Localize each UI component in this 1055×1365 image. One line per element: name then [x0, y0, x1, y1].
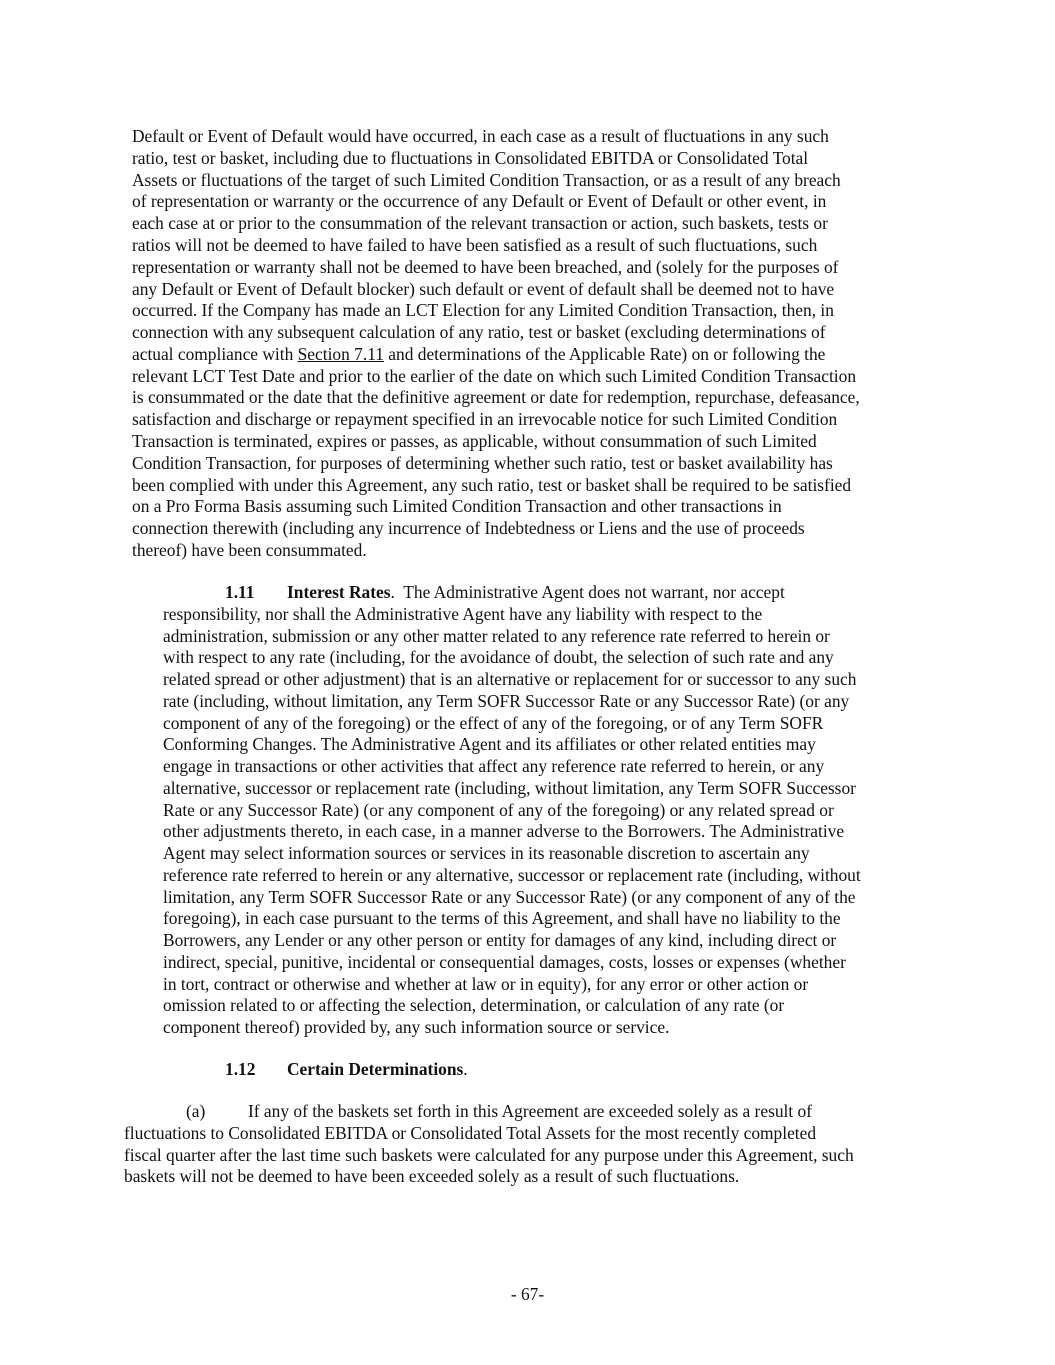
- text-line: component of any of the foregoing) or the effect of any of the foregoing, or of any Term SOFR: [163, 713, 824, 733]
- text-segment: The Administrative Agent does not warrant, nor accept: [394, 582, 785, 602]
- text-line: with respect to any rate (including, for the avoidance of doubt, the selection of such rate and any: [163, 647, 834, 667]
- text-line: Condition Transaction, for purposes of determining whether such ratio, test or basket availability has: [132, 453, 833, 473]
- text-segment: If any of the baskets set forth in this Agreement are exceeded solely as a result of: [248, 1101, 813, 1121]
- text-line: satisfaction and discharge or repayment specified in an irrevocable notice for such Limited Condition: [132, 409, 838, 429]
- text-line: indirect, special, punitive, incidental or consequential damages, costs, losses or expenses (whether: [163, 952, 846, 972]
- text-line: Assets or fluctuations of the target of such Limited Condition Transaction, or as a result of any breach: [132, 170, 841, 190]
- text-line: connection therewith (including any incurrence of Indebtedness or Liens and the use of proceeds: [132, 518, 805, 538]
- text-line: representation or warranty shall not be deemed to have been breached, and (solely for the purposes of: [132, 257, 839, 277]
- section-heading-line: [225, 581, 785, 603]
- text-line: fluctuations to Consolidated EBITDA or Consolidated Total Assets for the most recently completed: [124, 1123, 817, 1143]
- heading-punctuation: .: [463, 1059, 468, 1079]
- text-line: omission related to or affecting the selection, determination, or calculation of any rate (or: [163, 995, 785, 1015]
- text-line: administration, submission or any other matter related to any reference rate referred to herein or: [163, 626, 830, 646]
- page-number: - 67-: [510, 1284, 545, 1304]
- section-number: 1.11: [225, 582, 255, 602]
- text-line: ratio, test or basket, including due to fluctuations in Consolidated EBITDA or Consolidated Total: [132, 148, 809, 168]
- text-line: Rate or any Successor Rate) (or any component of any of the foregoing) or any related spread or: [163, 800, 834, 820]
- text-line: Borrowers, any Lender or any other person or entity for damages of any kind, including direct or: [163, 930, 837, 950]
- text-line: reference rate referred to herein or any alternative, successor or replacement rate (including, without: [163, 865, 861, 885]
- text-line: on a Pro Forma Basis assuming such Limited Condition Transaction and other transactions in: [132, 496, 782, 516]
- text-line: is consummated or the date that the definitive agreement or date for redemption, repurchase, defeasance,: [132, 387, 860, 407]
- text-segment: and determinations of the Applicable Rate) on or following the: [383, 344, 826, 364]
- section-heading-line: [225, 1058, 468, 1080]
- text-line: been complied with under this Agreement, any such ratio, test or basket shall be required to be satisfied: [132, 475, 852, 495]
- section-heading: Certain Determinations: [287, 1059, 464, 1079]
- text-line: relevant LCT Test Date and prior to the earlier of the date on which such Limited Condition Transaction: [132, 366, 857, 386]
- text-line: ratios will not be deemed to have failed to have been satisfied as a result of such fluctuations, such: [132, 235, 818, 255]
- text-line: alternative, successor or replacement rate (including, without limitation, any Term SOFR Successor: [163, 778, 856, 798]
- text-line: fiscal quarter after the last time such baskets were calculated for any purpose under this Agreement, such: [124, 1145, 854, 1165]
- text-line: Transaction is terminated, expires or passes, as applicable, without consummation of such Limited: [132, 431, 817, 451]
- text-line: responsibility, nor shall the Administrative Agent have any liability with respect to the: [163, 604, 763, 624]
- text-line: limitation, any Term SOFR Successor Rate or any Successor Rate) (or any component of any of the: [163, 887, 856, 907]
- section-heading: Interest Rates: [287, 582, 391, 602]
- text-line: each case at or prior to the consummation of the relevant transaction or action, such baskets, tests or: [132, 213, 828, 233]
- text-line: thereof) have been consummated.: [132, 540, 367, 560]
- text-line: connection with any subsequent calculation of any ratio, test or basket (excluding determinations of: [132, 322, 826, 342]
- text-line: related spread or other adjustment) that is an alternative or replacement for or successor to any such: [163, 669, 857, 689]
- text-line: any Default or Event of Default blocker) such default or event of default shall be deemed not to have: [132, 279, 835, 299]
- text-line: engage in transactions or other activities that affect any reference rate referred to herein, or any: [163, 756, 825, 776]
- text-line: component thereof) provided by, any such information source or service.: [163, 1017, 670, 1037]
- text-line-with-reference: [132, 343, 825, 365]
- text-segment: actual compliance with: [132, 344, 298, 364]
- text-line: in tort, contract or otherwise and whether at law or in equity), for any error or other action or: [163, 974, 809, 994]
- subsection-label: (a): [186, 1101, 206, 1121]
- text-line: other adjustments thereto, in each case, in a manner adverse to the Borrowers. The Administrative: [163, 821, 845, 841]
- section-7-11-link[interactable]: Section 7.11: [297, 344, 384, 364]
- text-line: Agent may select information sources or services in its reasonable discretion to ascertain any: [163, 843, 810, 863]
- text-line: foregoing), in each case pursuant to the terms of this Agreement, and shall have no liability to the: [163, 908, 841, 928]
- text-line: Default or Event of Default would have occurred, in each case as a result of fluctuations in any such: [132, 126, 829, 146]
- section-number: 1.12: [225, 1059, 256, 1079]
- text-line: rate (including, without limitation, any Term SOFR Successor Rate or any Successor Rate) (or any: [163, 691, 850, 711]
- text-line: Conforming Changes. The Administrative Agent and its affiliates or other related entities may: [163, 734, 816, 754]
- text-line: of representation or warranty or the occurrence of any Default or Event of Default or other event, in: [132, 191, 827, 211]
- heading-punctuation: .: [390, 582, 395, 602]
- subsection-first-line: [186, 1100, 812, 1122]
- text-line: occurred. If the Company has made an LCT Election for any Limited Condition Transaction, then, in: [132, 300, 834, 320]
- text-line: baskets will not be deemed to have been exceeded solely as a result of such fluctuations.: [124, 1166, 740, 1186]
